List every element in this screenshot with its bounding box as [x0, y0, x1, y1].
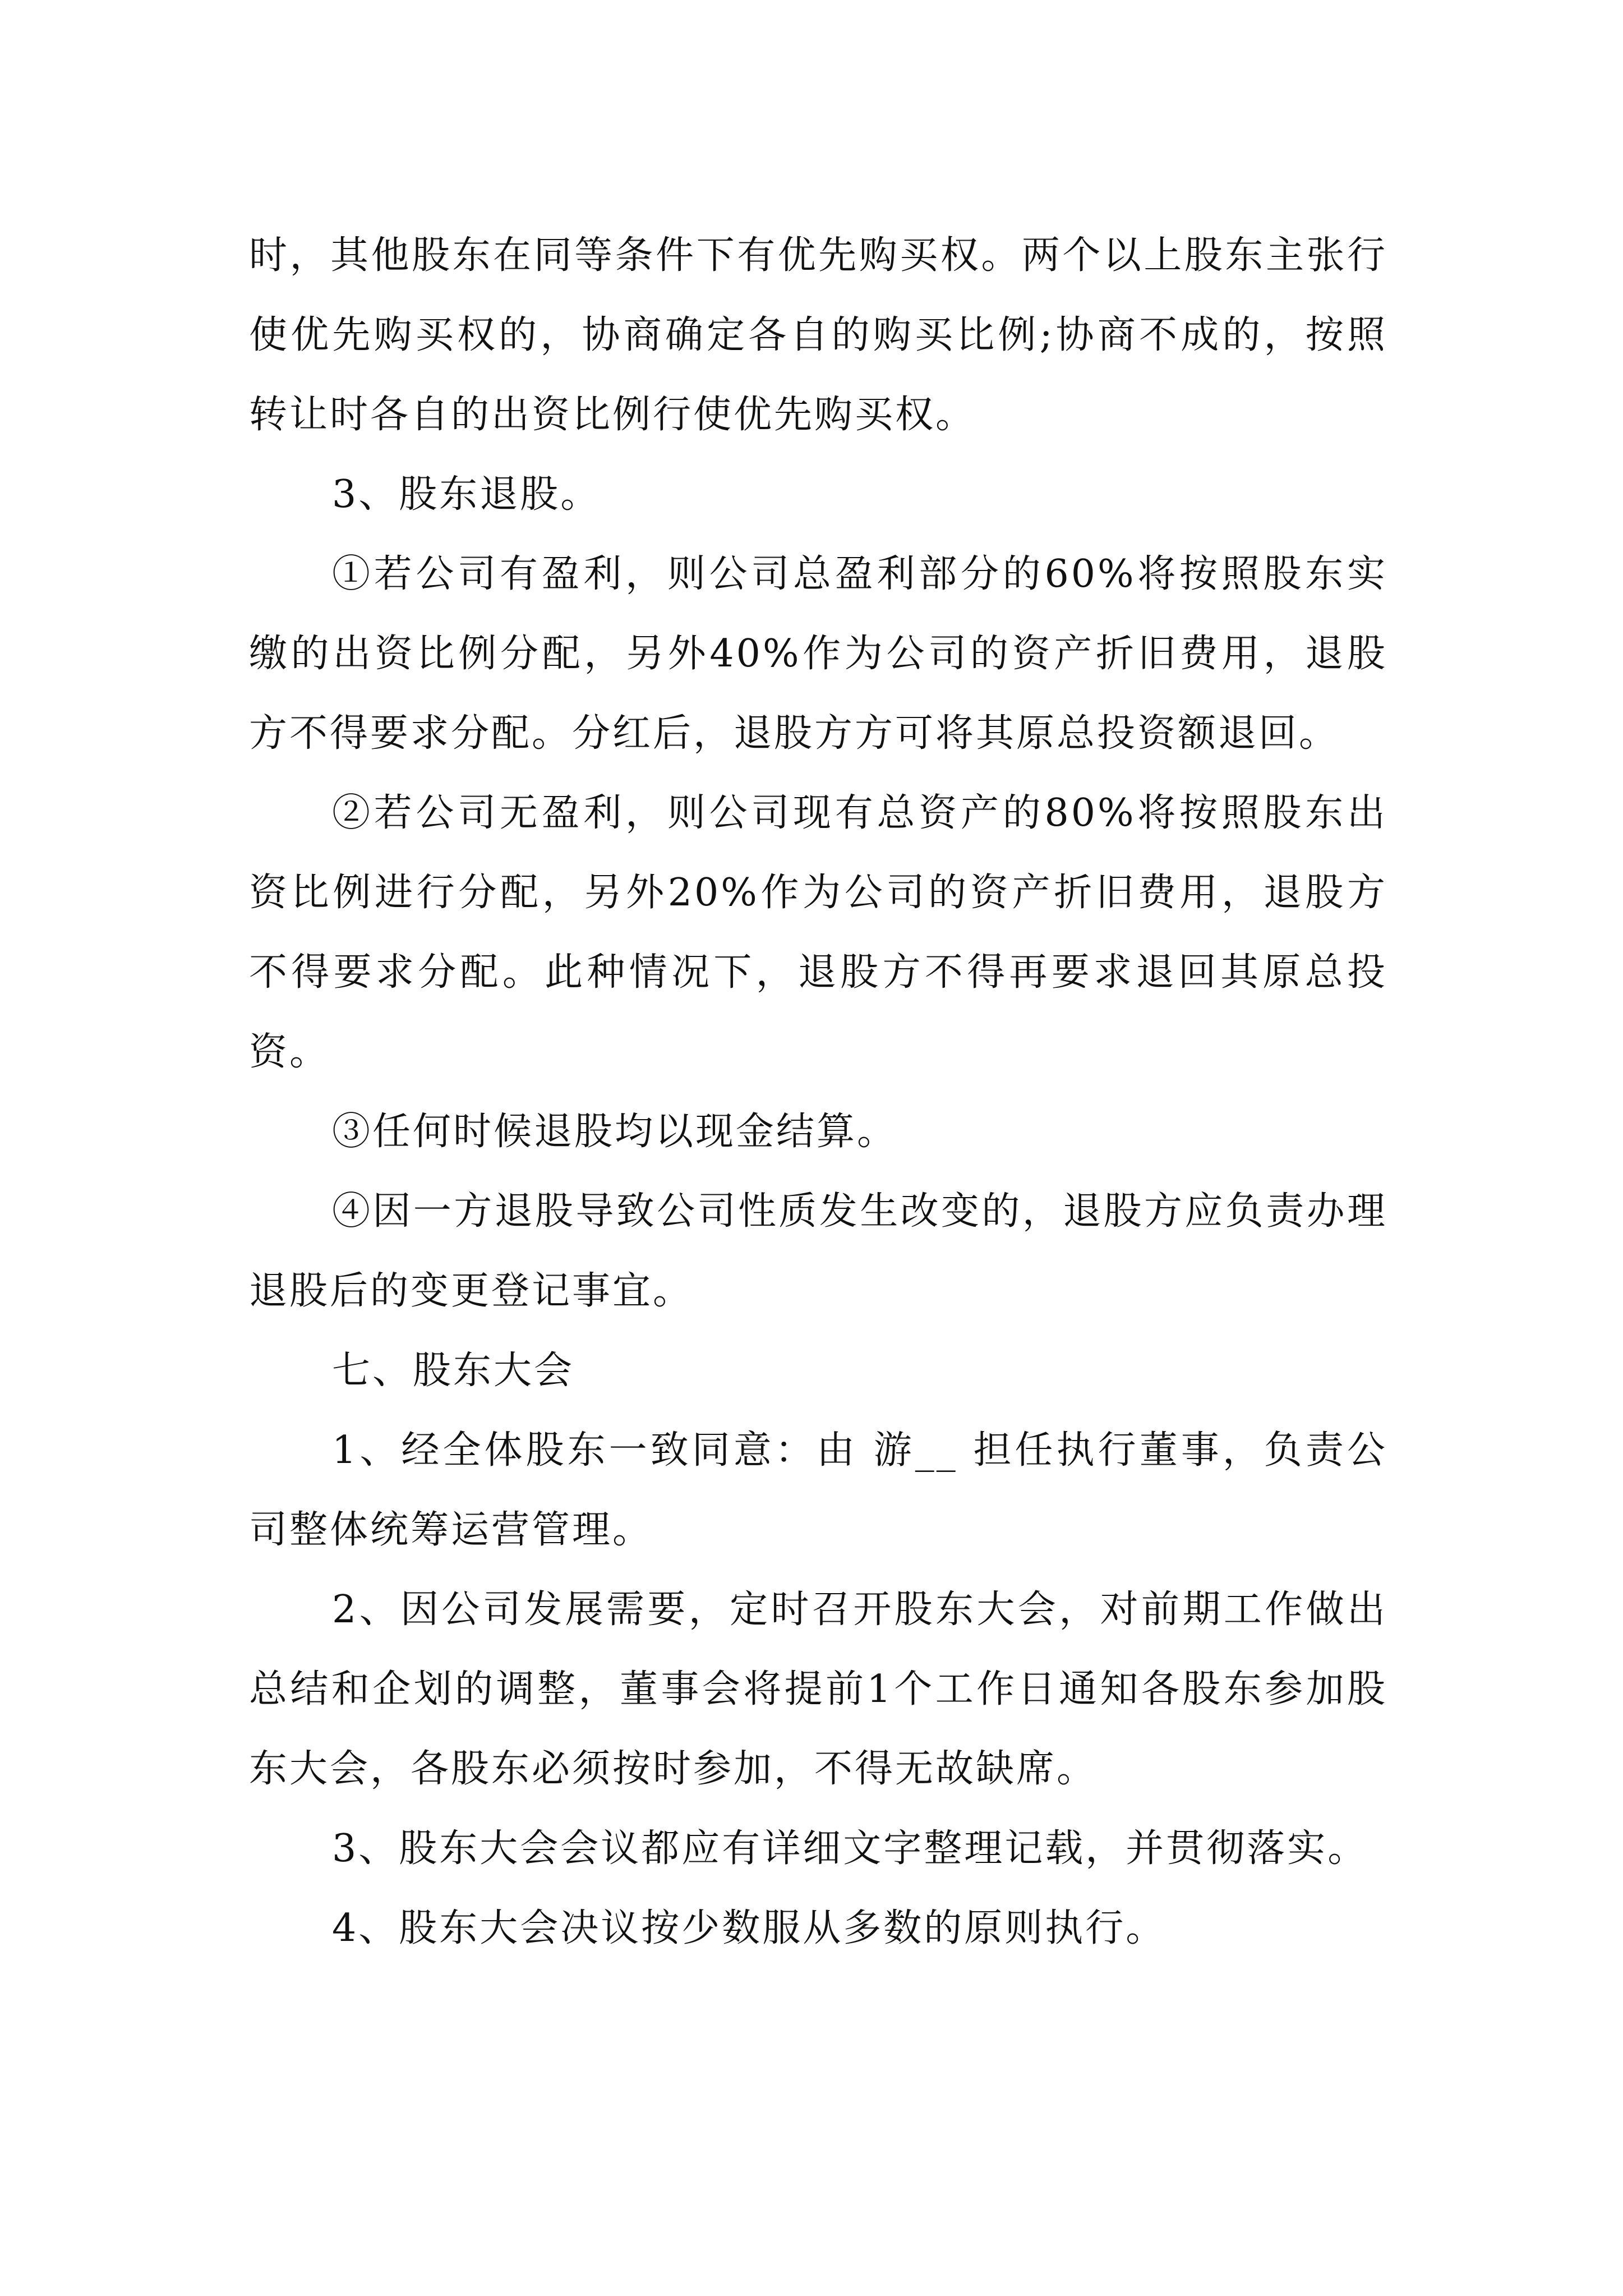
paragraph-meeting-schedule: 2、因公司发展需要，定时召开股东大会，对前期工作做出总结和企划的调整，董事会将提前1个工作日通知各股东参加股东大会，各股东必须按时参加，不得无故缺席。 [249, 1588, 1388, 1791]
document-body [249, 216, 1387, 1968]
paragraph-executive-director: 1、经全体股东一致同意：由 游__ 担任执行董事，负责公司整体统筹运营管理。 [249, 1428, 1387, 1552]
paragraph-withdrawal-no-profit: ②若公司无盈利，则公司现有总资产的80%将按照股东出资比例进行分配，另外20%作为公司的资产折旧费用，退股方不得要求分配。此种情况下，退股方不得再要求退回其原总投资。 [249, 791, 1387, 1074]
paragraph-withdrawal-registration: ④因一方退股导致公司性质发生改变的，退股方应负责办理退股后的变更登记事宜。 [249, 1189, 1387, 1313]
paragraph-withdrawal-profit: ①若公司有盈利，则公司总盈利部分的60%将按照股东实缴的出资比例分配，另外40%作为公司的资产折旧费用，退股方不得要求分配。分红后，退股方方可将其原总投资额退回。 [249, 552, 1387, 756]
heading-shareholders-meeting: 七、股东大会 [332, 1349, 575, 1393]
paragraph-preemptive-right-continued: 时，其他股东在同等条件下有优先购买权。两个以上股东主张行使优先购买权的，协商确定各自的购买比例;协商不成的，按照转让时各自的出资比例行使优先购买权。 [249, 233, 1387, 437]
heading-shareholder-withdrawal: 3、股东退股。 [332, 472, 601, 517]
paragraph-withdrawal-cash: ③任何时候退股均以现金结算。 [332, 1110, 898, 1154]
paragraph-meeting-records: 3、股东大会会议都应有详细文字整理记载，并贯彻落实。 [332, 1826, 1368, 1871]
paragraph-majority-rule: 4、股东大会决议按少数服从多数的原则执行。 [332, 1906, 1166, 1950]
